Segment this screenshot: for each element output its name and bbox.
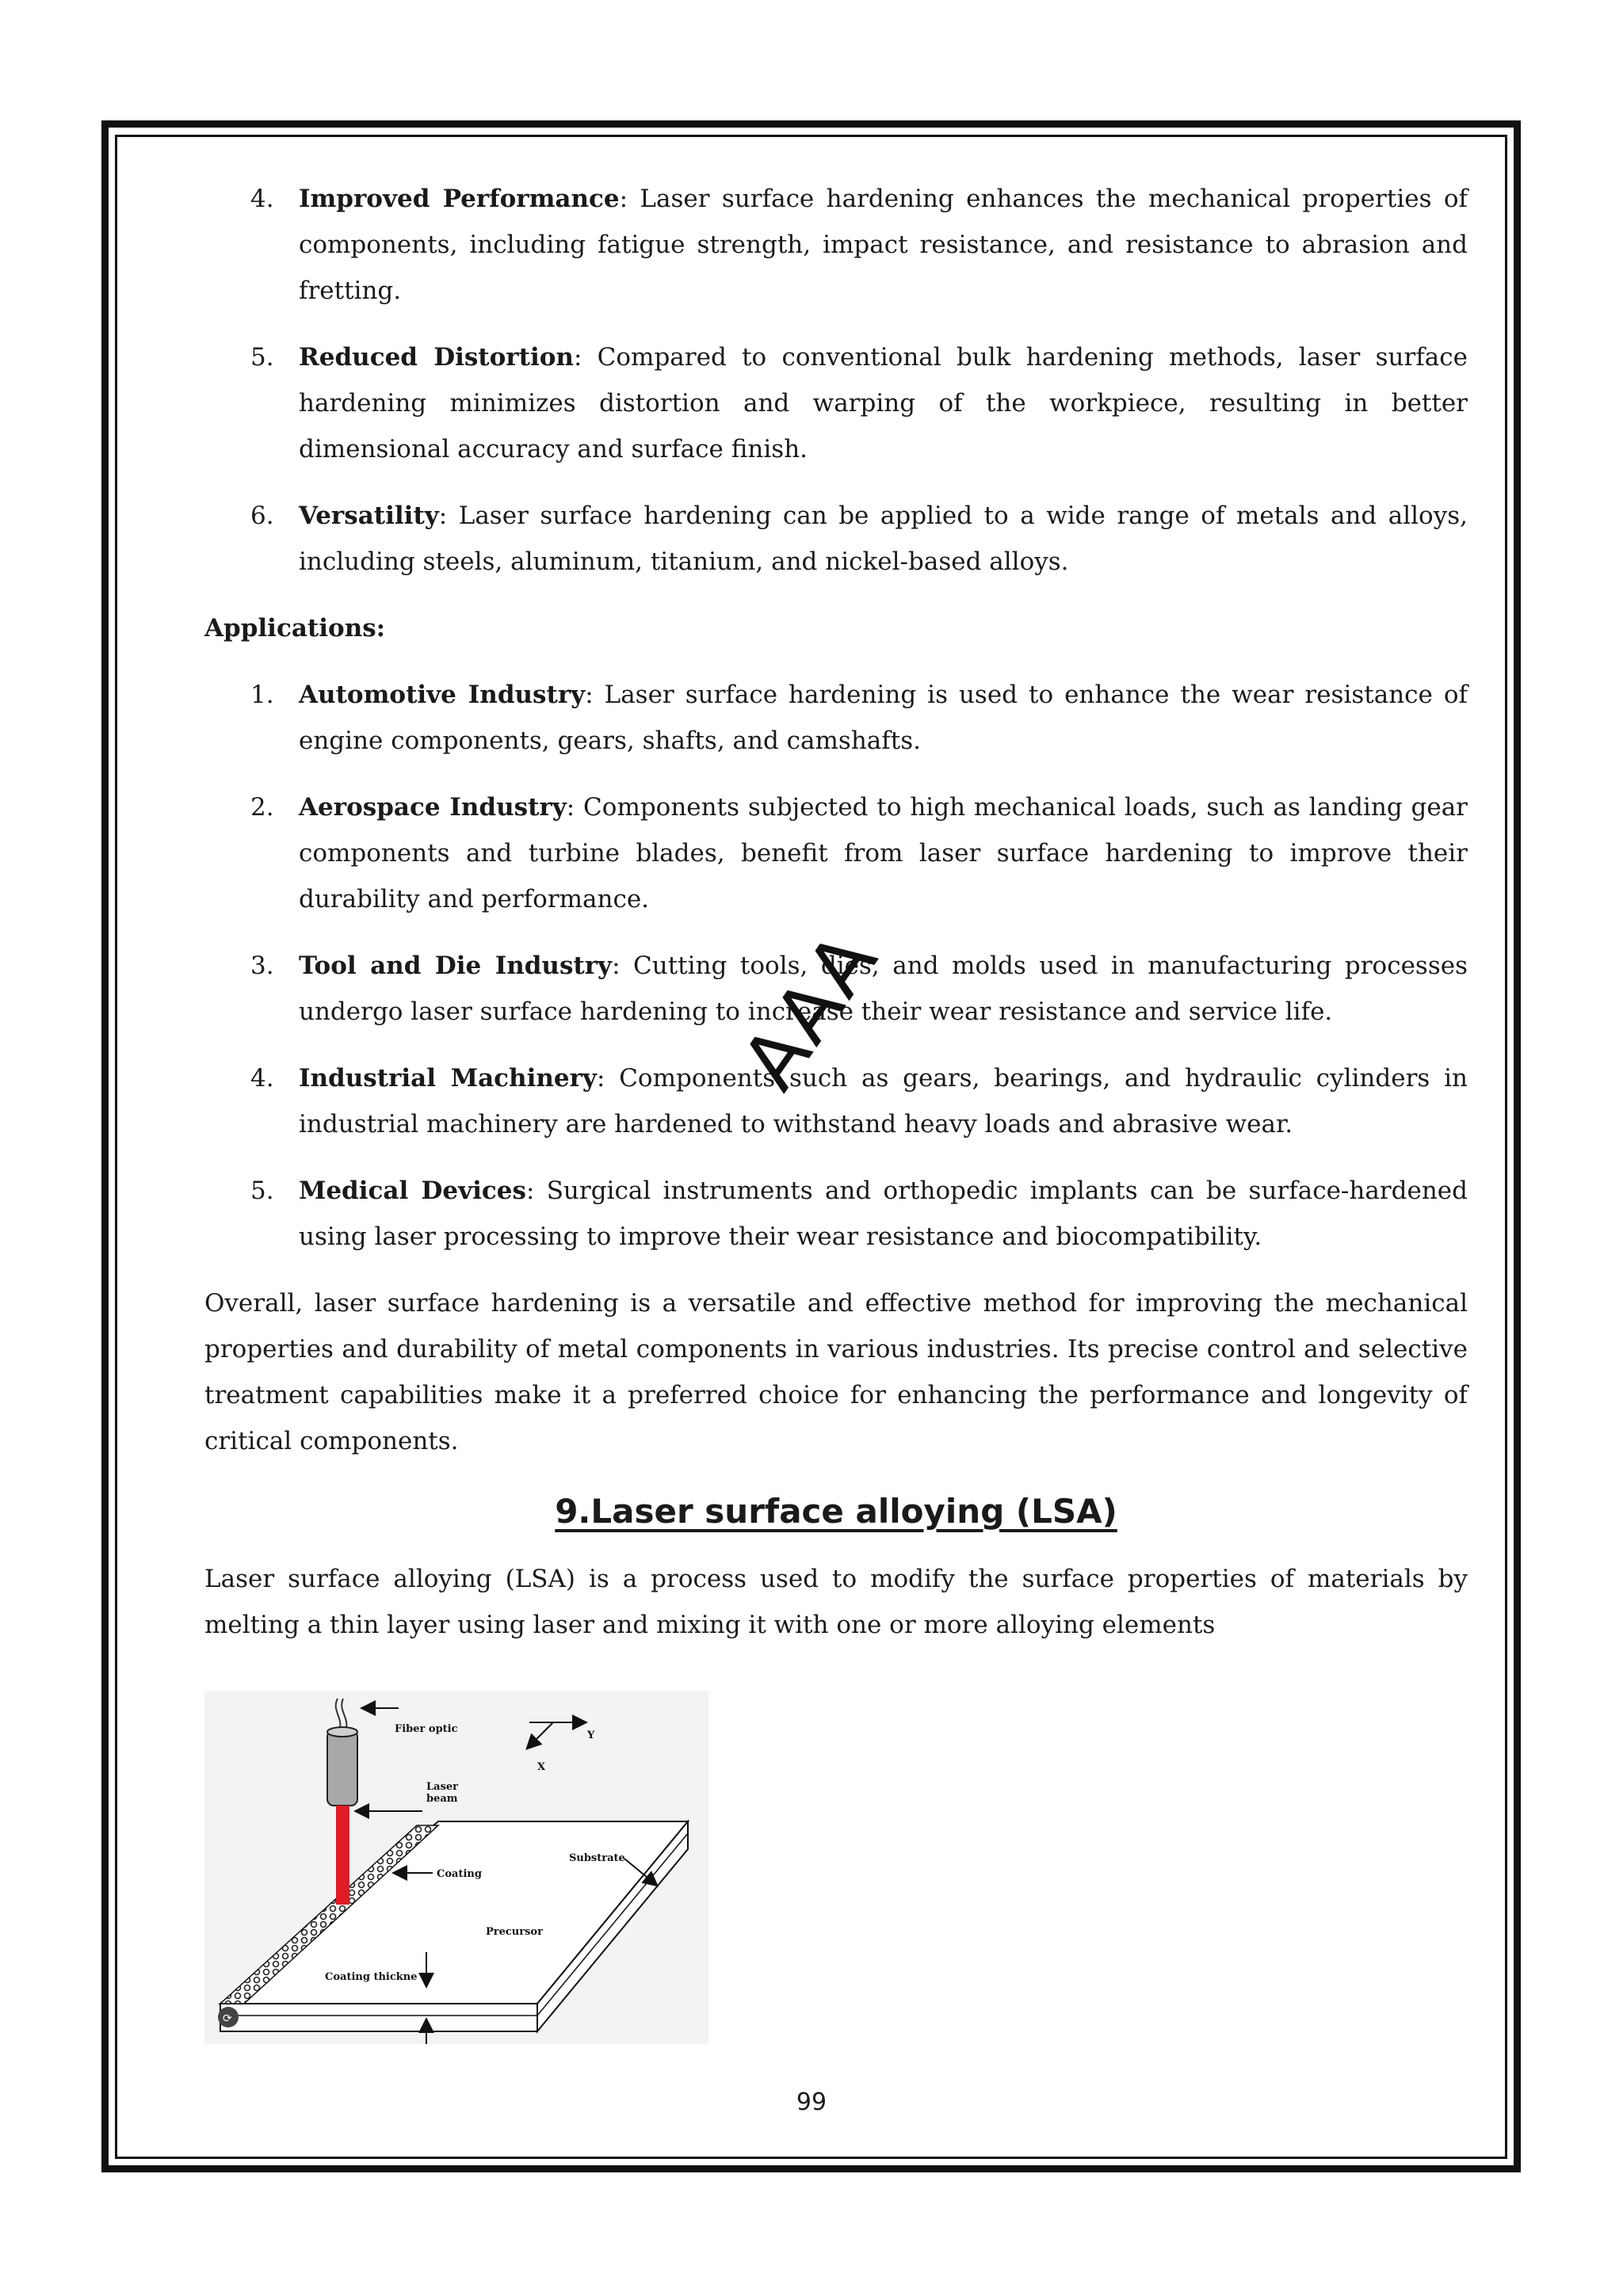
label-precursor: Precursor: [486, 1926, 543, 1938]
lsa-schematic-svg: [204, 1691, 708, 2044]
item-number: 3.: [250, 952, 274, 980]
label-coating-thickness: Coating thickne: [325, 1971, 418, 1983]
substrate-front-face: [220, 2004, 537, 2031]
item-number: 5.: [250, 343, 274, 372]
list-item: [204, 1055, 1468, 1147]
laser-beam: [336, 1806, 349, 1905]
label-substrate: Substrate: [569, 1852, 625, 1864]
item-term: Automotive Industry: [299, 681, 586, 709]
fiber-optic-head: [327, 1730, 357, 1806]
item-text: : Components subjected to high mechanical loads, such as landing gear components and turbine blades, benefit from laser surface hardening to improve their durability and performance.: [299, 793, 1468, 913]
watermark: AAA: [725, 915, 896, 1106]
label-coating: Coating: [437, 1868, 482, 1880]
item-text: : Laser surface hardening is used to enhance the wear resistance of engine components, gears, shafts, and camshafts.: [299, 681, 1468, 755]
item-text: : Laser surface hardening can be applied to a wide range of metals and alloys, including steels, aluminum, titanium, and nickel-based alloys.: [299, 502, 1468, 576]
item-number: 2.: [250, 793, 274, 822]
label-laser-beam-2: beam: [426, 1793, 458, 1805]
overall-paragraph: Overall, laser surface hardening is a versatile and effective method for improving the mechanical properties and durability of metal components in various industries. Its precise control and selective treatment capabilities make it a preferred choice for enhancing the performance and longevity of critical components.: [204, 1289, 1468, 1455]
label-laser-beam-1: Laser: [426, 1781, 459, 1793]
list-item: [204, 784, 1468, 922]
svg-text:⟳: ⟳: [223, 2012, 232, 2025]
page-content: [204, 176, 1468, 1672]
item-number: 6.: [250, 502, 274, 530]
item-number: 1.: [250, 681, 274, 709]
benefits-list: [204, 176, 1468, 585]
item-text: : Compared to conventional bulk hardening methods, laser surface hardening minimizes distortion and warping of the workpiece, resulting in better dimensional accuracy and surface finish.: [299, 343, 1468, 463]
label-fiber-optic: Fiber optic: [395, 1723, 458, 1735]
item-text: : Laser surface hardening enhances the mechanical properties of components, including fatigue strength, impact resistance, and resistance to abrasion and fretting.: [299, 185, 1468, 305]
item-number: 5.: [250, 1177, 274, 1205]
list-item: [204, 1168, 1468, 1260]
list-item: [204, 334, 1468, 472]
item-number: 4.: [250, 185, 274, 213]
item-term: Industrial Machinery: [299, 1064, 597, 1093]
list-item: [204, 176, 1468, 314]
item-text: : Surgical instruments and orthopedic implants can be surface-hardened using laser processing to improve their wear resistance and biocompatibility.: [299, 1177, 1468, 1251]
item-number: 4.: [250, 1064, 274, 1093]
list-item: [204, 672, 1468, 764]
applications-heading: Applications:: [204, 614, 386, 643]
label-axis-y: Y: [587, 1730, 595, 1741]
item-term: Aerospace Industry: [299, 793, 567, 822]
item-term: Versatility: [299, 502, 439, 530]
lsa-paragraph: Laser surface alloying (LSA) is a process used to modify the surface properties of materials by melting a thin layer using laser and mixing it with one or more alloying elements: [204, 1565, 1468, 1639]
item-text: : Cutting tools, dies, and molds used in manufacturing processes undergo laser surface hardening to increase their wear resistance and service life.: [299, 952, 1468, 1026]
item-term: Improved Performance: [299, 185, 620, 213]
item-term: Medical Devices: [299, 1177, 526, 1205]
item-term: Reduced Distortion: [299, 343, 574, 372]
lsa-schematic-figure: [204, 1691, 708, 2044]
section-title: 9.Laser surface alloying (LSA): [555, 1492, 1117, 1531]
item-term: Tool and Die Industry: [299, 952, 613, 980]
page-number: 99: [796, 2088, 827, 2116]
list-item: [204, 493, 1468, 585]
label-axis-x: X: [537, 1761, 546, 1773]
item-text: : Components such as gears, bearings, and hydraulic cylinders in industrial machinery are hardened to withstand heavy loads and abrasive wear.: [299, 1064, 1468, 1138]
